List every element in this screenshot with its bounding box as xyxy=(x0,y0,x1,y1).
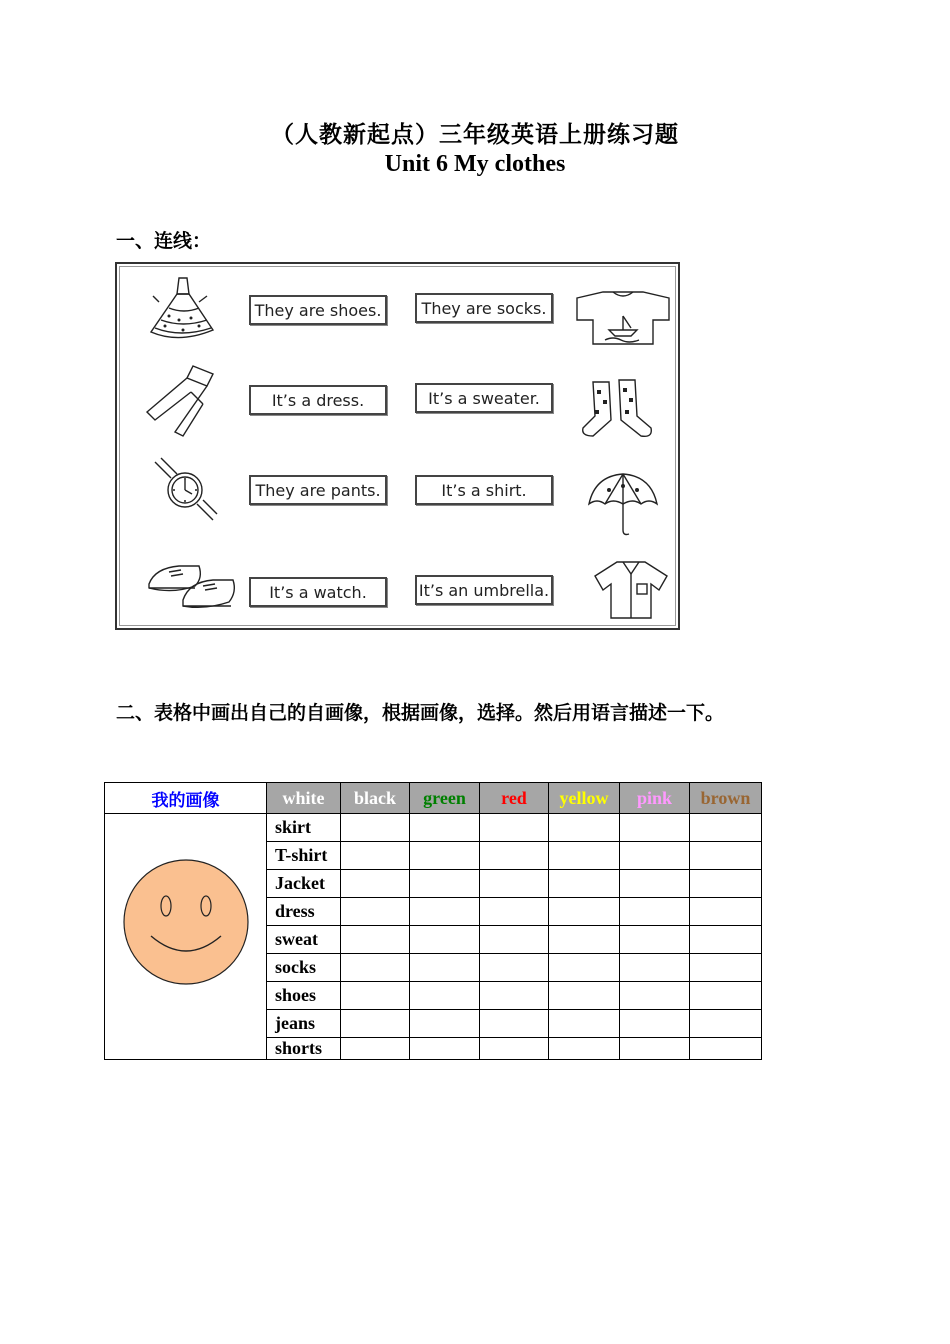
left-sentence-2[interactable]: It’s a dress. xyxy=(249,385,387,415)
portrait-header: 我的画像 xyxy=(105,783,267,814)
color-choice-cell-red[interactable] xyxy=(549,814,620,842)
clothing-item-label: shorts xyxy=(267,1038,341,1060)
right-sentence-2[interactable]: It’s a sweater. xyxy=(415,383,553,413)
color-choice-cell-green[interactable] xyxy=(480,1010,549,1038)
color-choice-cell-black[interactable] xyxy=(410,842,480,870)
clothing-item-label: dress xyxy=(267,898,341,926)
color-header-white: white xyxy=(267,783,341,814)
clothing-item-label: skirt xyxy=(267,814,341,842)
page-title-en: Unit 6 My clothes xyxy=(384,151,566,177)
color-choice-cell-green[interactable] xyxy=(480,870,549,898)
right-sentence-1[interactable]: They are socks. xyxy=(415,293,553,323)
color-header-yellow: yellow xyxy=(549,783,620,814)
color-choice-cell-yellow[interactable] xyxy=(620,1010,690,1038)
right-sentence-4[interactable]: It’s an umbrella. xyxy=(415,575,553,605)
color-choice-cell-red[interactable] xyxy=(549,926,620,954)
color-choice-cell-pink[interactable] xyxy=(690,814,762,842)
color-choice-cell-yellow[interactable] xyxy=(620,870,690,898)
color-choice-cell-green[interactable] xyxy=(480,982,549,1010)
color-choice-cell-black[interactable] xyxy=(410,898,480,926)
color-choice-cell-black[interactable] xyxy=(410,926,480,954)
color-choice-cell-yellow[interactable] xyxy=(620,954,690,982)
shirt-picture[interactable] xyxy=(591,558,671,622)
color-choice-cell-black[interactable] xyxy=(410,814,480,842)
color-choice-cell-black[interactable] xyxy=(410,1010,480,1038)
color-choice-cell-pink[interactable] xyxy=(690,954,762,982)
color-choice-cell-white[interactable] xyxy=(341,1038,410,1060)
color-choice-cell-white[interactable] xyxy=(341,926,410,954)
sweater-picture[interactable] xyxy=(573,286,673,350)
color-choice-cell-pink[interactable] xyxy=(690,1038,762,1060)
clothing-item-label: Jacket xyxy=(267,870,341,898)
color-choice-cell-pink[interactable] xyxy=(690,870,762,898)
pants-picture[interactable] xyxy=(141,362,223,438)
color-choice-cell-green[interactable] xyxy=(480,814,549,842)
color-choice-cell-pink[interactable] xyxy=(690,982,762,1010)
table-row xyxy=(105,814,762,842)
color-choice-cell-green[interactable] xyxy=(480,898,549,926)
color-choice-cell-red[interactable] xyxy=(549,1038,620,1060)
color-choice-cell-red[interactable] xyxy=(549,898,620,926)
umbrella-picture[interactable] xyxy=(583,468,663,540)
color-choice-cell-pink[interactable] xyxy=(690,898,762,926)
color-choice-cell-yellow[interactable] xyxy=(620,926,690,954)
color-choice-cell-green[interactable] xyxy=(480,954,549,982)
color-header-green: green xyxy=(410,783,480,814)
color-choice-cell-red[interactable] xyxy=(549,842,620,870)
dress-picture[interactable] xyxy=(139,272,221,350)
color-choice-cell-white[interactable] xyxy=(341,814,410,842)
left-sentence-3[interactable]: They are pants. xyxy=(249,475,387,505)
color-header-brown: brown xyxy=(690,783,762,814)
color-header-red: red xyxy=(480,783,549,814)
self-portrait-cell[interactable] xyxy=(105,814,267,1060)
shoes-picture[interactable] xyxy=(145,556,241,620)
clothing-item-label: sweat xyxy=(267,926,341,954)
color-choice-cell-yellow[interactable] xyxy=(620,1038,690,1060)
color-choice-cell-yellow[interactable] xyxy=(620,842,690,870)
clothing-item-label: T-shirt xyxy=(267,842,341,870)
color-choice-cell-white[interactable] xyxy=(341,954,410,982)
section1-heading: 一、连线： xyxy=(116,230,212,252)
matching-exercise xyxy=(115,262,680,630)
right-sentence-3[interactable]: It’s a shirt. xyxy=(415,475,553,505)
color-choice-cell-black[interactable] xyxy=(410,982,480,1010)
clothing-item-label: jeans xyxy=(267,1010,341,1038)
color-choice-cell-yellow[interactable] xyxy=(620,982,690,1010)
section2-heading: 二、表格中画出自己的自画像，根据画像，选择。然后用语言描述一下。 xyxy=(116,702,725,724)
color-choice-cell-pink[interactable] xyxy=(690,1010,762,1038)
color-choice-cell-red[interactable] xyxy=(549,870,620,898)
color-choice-cell-yellow[interactable] xyxy=(620,898,690,926)
color-choice-cell-green[interactable] xyxy=(480,1038,549,1060)
color-choice-cell-white[interactable] xyxy=(341,1010,410,1038)
color-choice-cell-red[interactable] xyxy=(549,1010,620,1038)
color-header-black: black xyxy=(341,783,410,814)
clothing-item-label: socks xyxy=(267,954,341,982)
color-choice-cell-white[interactable] xyxy=(341,870,410,898)
left-sentence-4[interactable]: It’s a watch. xyxy=(249,577,387,607)
color-choice-cell-pink[interactable] xyxy=(690,926,762,954)
color-choice-cell-pink[interactable] xyxy=(690,842,762,870)
color-choice-cell-yellow[interactable] xyxy=(620,814,690,842)
smiley-face-icon xyxy=(106,842,266,1002)
socks-picture[interactable] xyxy=(573,376,661,444)
color-header-pink: pink xyxy=(620,783,690,814)
page-title-cn: （人教新起点）三年级英语上册练习题 xyxy=(271,122,679,148)
color-choice-cell-black[interactable] xyxy=(410,954,480,982)
color-header-row xyxy=(105,783,762,814)
color-choice-cell-green[interactable] xyxy=(480,842,549,870)
color-choice-cell-red[interactable] xyxy=(549,982,620,1010)
left-sentence-1[interactable]: They are shoes. xyxy=(249,295,387,325)
color-choice-cell-white[interactable] xyxy=(341,982,410,1010)
color-choice-cell-black[interactable] xyxy=(410,870,480,898)
watch-picture[interactable] xyxy=(145,456,221,526)
color-choice-cell-white[interactable] xyxy=(341,842,410,870)
color-choice-cell-white[interactable] xyxy=(341,898,410,926)
color-table xyxy=(104,782,762,1060)
color-choice-cell-green[interactable] xyxy=(480,926,549,954)
color-choice-cell-red[interactable] xyxy=(549,954,620,982)
clothing-item-label: shoes xyxy=(267,982,341,1010)
color-choice-cell-black[interactable] xyxy=(410,1038,480,1060)
